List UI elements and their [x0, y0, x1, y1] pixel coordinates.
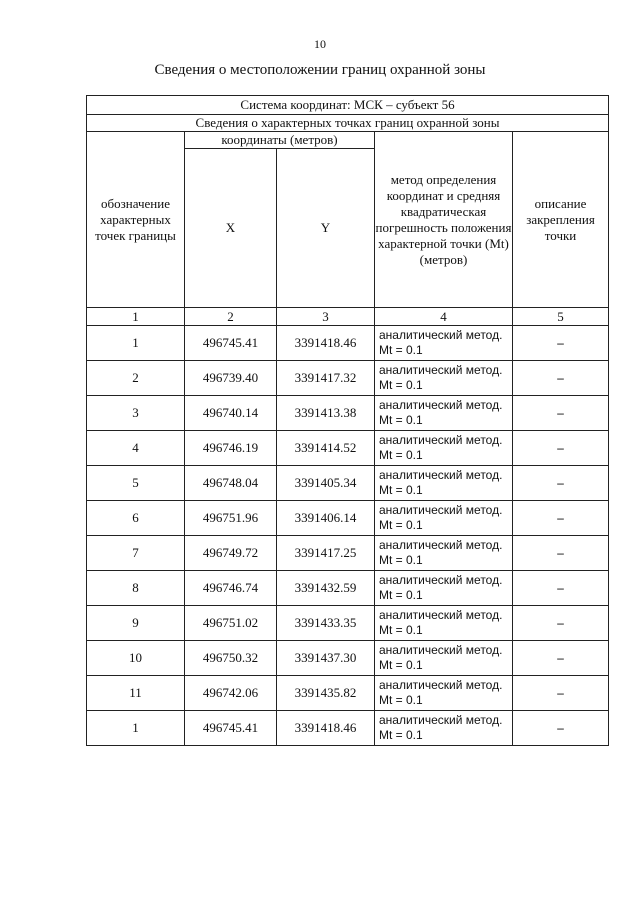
cell-y: 3391417.25: [277, 536, 375, 571]
cell-x: 496751.02: [185, 606, 277, 641]
boundary-points-table: [86, 95, 609, 746]
header-method: метод определения координат и средняя квадратическая погрешность положения характерной точки (Mt) (метров): [375, 132, 513, 308]
cell-x: 496749.72: [185, 536, 277, 571]
cell-description: –: [513, 711, 609, 746]
cell-point: 9: [87, 606, 185, 641]
cell-point: 10: [87, 641, 185, 676]
cell-point: 1: [87, 326, 185, 361]
cell-x: 496742.06: [185, 676, 277, 711]
cell-method: аналитический метод. Mt = 0.1: [375, 711, 513, 746]
cell-y: 3391405.34: [277, 466, 375, 501]
table-row: [87, 501, 609, 536]
section-caption: Сведения о характерных точках границ охранной зоны: [87, 115, 609, 132]
table-row: [87, 431, 609, 466]
column-number: 4: [375, 308, 513, 326]
cell-description: –: [513, 606, 609, 641]
document-title: Сведения о местоположении границ охранной зоны: [154, 62, 486, 78]
cell-y: 3391413.38: [277, 396, 375, 431]
cell-method: аналитический метод. Mt = 0.1: [375, 466, 513, 501]
cell-method: аналитический метод. Mt = 0.1: [375, 501, 513, 536]
table-row: [87, 641, 609, 676]
cell-y: 3391433.35: [277, 606, 375, 641]
header-designation: обозначение характерных точек границы: [87, 132, 185, 308]
page-number: 10: [314, 37, 326, 51]
cell-point: 7: [87, 536, 185, 571]
cell-description: –: [513, 536, 609, 571]
column-number: 3: [277, 308, 375, 326]
column-number: 2: [185, 308, 277, 326]
cell-y: 3391418.46: [277, 711, 375, 746]
cell-y: 3391435.82: [277, 676, 375, 711]
cell-method: аналитический метод. Mt = 0.1: [375, 641, 513, 676]
cell-description: –: [513, 466, 609, 501]
header-x: X: [185, 149, 277, 308]
cell-y: 3391418.46: [277, 326, 375, 361]
cell-description: –: [513, 361, 609, 396]
table-row: [87, 326, 609, 361]
column-number: 1: [87, 308, 185, 326]
table-row: [87, 536, 609, 571]
cell-description: –: [513, 641, 609, 676]
cell-point: 4: [87, 431, 185, 466]
cell-x: 496740.14: [185, 396, 277, 431]
cell-y: 3391437.30: [277, 641, 375, 676]
table-row: [87, 606, 609, 641]
cell-point: 6: [87, 501, 185, 536]
cell-x: 496745.41: [185, 711, 277, 746]
cell-x: 496746.19: [185, 431, 277, 466]
cell-method: аналитический метод. Mt = 0.1: [375, 326, 513, 361]
cell-point: 1: [87, 711, 185, 746]
table-row: [87, 711, 609, 746]
coordinate-system-caption: Система координат: МСК – субъект 56: [87, 96, 609, 115]
cell-y: 3391406.14: [277, 501, 375, 536]
header-coordinates: координаты (метров): [185, 132, 375, 149]
cell-method: аналитический метод. Mt = 0.1: [375, 676, 513, 711]
cell-description: –: [513, 676, 609, 711]
table-row: [87, 361, 609, 396]
cell-point: 3: [87, 396, 185, 431]
cell-method: аналитический метод. Mt = 0.1: [375, 536, 513, 571]
cell-method: аналитический метод. Mt = 0.1: [375, 396, 513, 431]
cell-method: аналитический метод. Mt = 0.1: [375, 361, 513, 396]
header-y: Y: [277, 149, 375, 308]
table-row: [87, 676, 609, 711]
cell-point: 5: [87, 466, 185, 501]
cell-y: 3391414.52: [277, 431, 375, 466]
cell-y: 3391417.32: [277, 361, 375, 396]
cell-x: 496739.40: [185, 361, 277, 396]
cell-x: 496751.96: [185, 501, 277, 536]
cell-point: 11: [87, 676, 185, 711]
cell-description: –: [513, 396, 609, 431]
cell-point: 8: [87, 571, 185, 606]
cell-description: –: [513, 431, 609, 466]
table-row: [87, 571, 609, 606]
table-row: [87, 466, 609, 501]
cell-x: 496748.04: [185, 466, 277, 501]
cell-y: 3391432.59: [277, 571, 375, 606]
cell-description: –: [513, 571, 609, 606]
cell-x: 496745.41: [185, 326, 277, 361]
cell-description: –: [513, 326, 609, 361]
cell-x: 496746.74: [185, 571, 277, 606]
header-description: описание закрепления точки: [513, 132, 609, 308]
cell-point: 2: [87, 361, 185, 396]
table-row: [87, 396, 609, 431]
cell-description: –: [513, 501, 609, 536]
cell-method: аналитический метод. Mt = 0.1: [375, 431, 513, 466]
cell-method: аналитический метод. Mt = 0.1: [375, 606, 513, 641]
column-number: 5: [513, 308, 609, 326]
cell-x: 496750.32: [185, 641, 277, 676]
cell-method: аналитический метод. Mt = 0.1: [375, 571, 513, 606]
